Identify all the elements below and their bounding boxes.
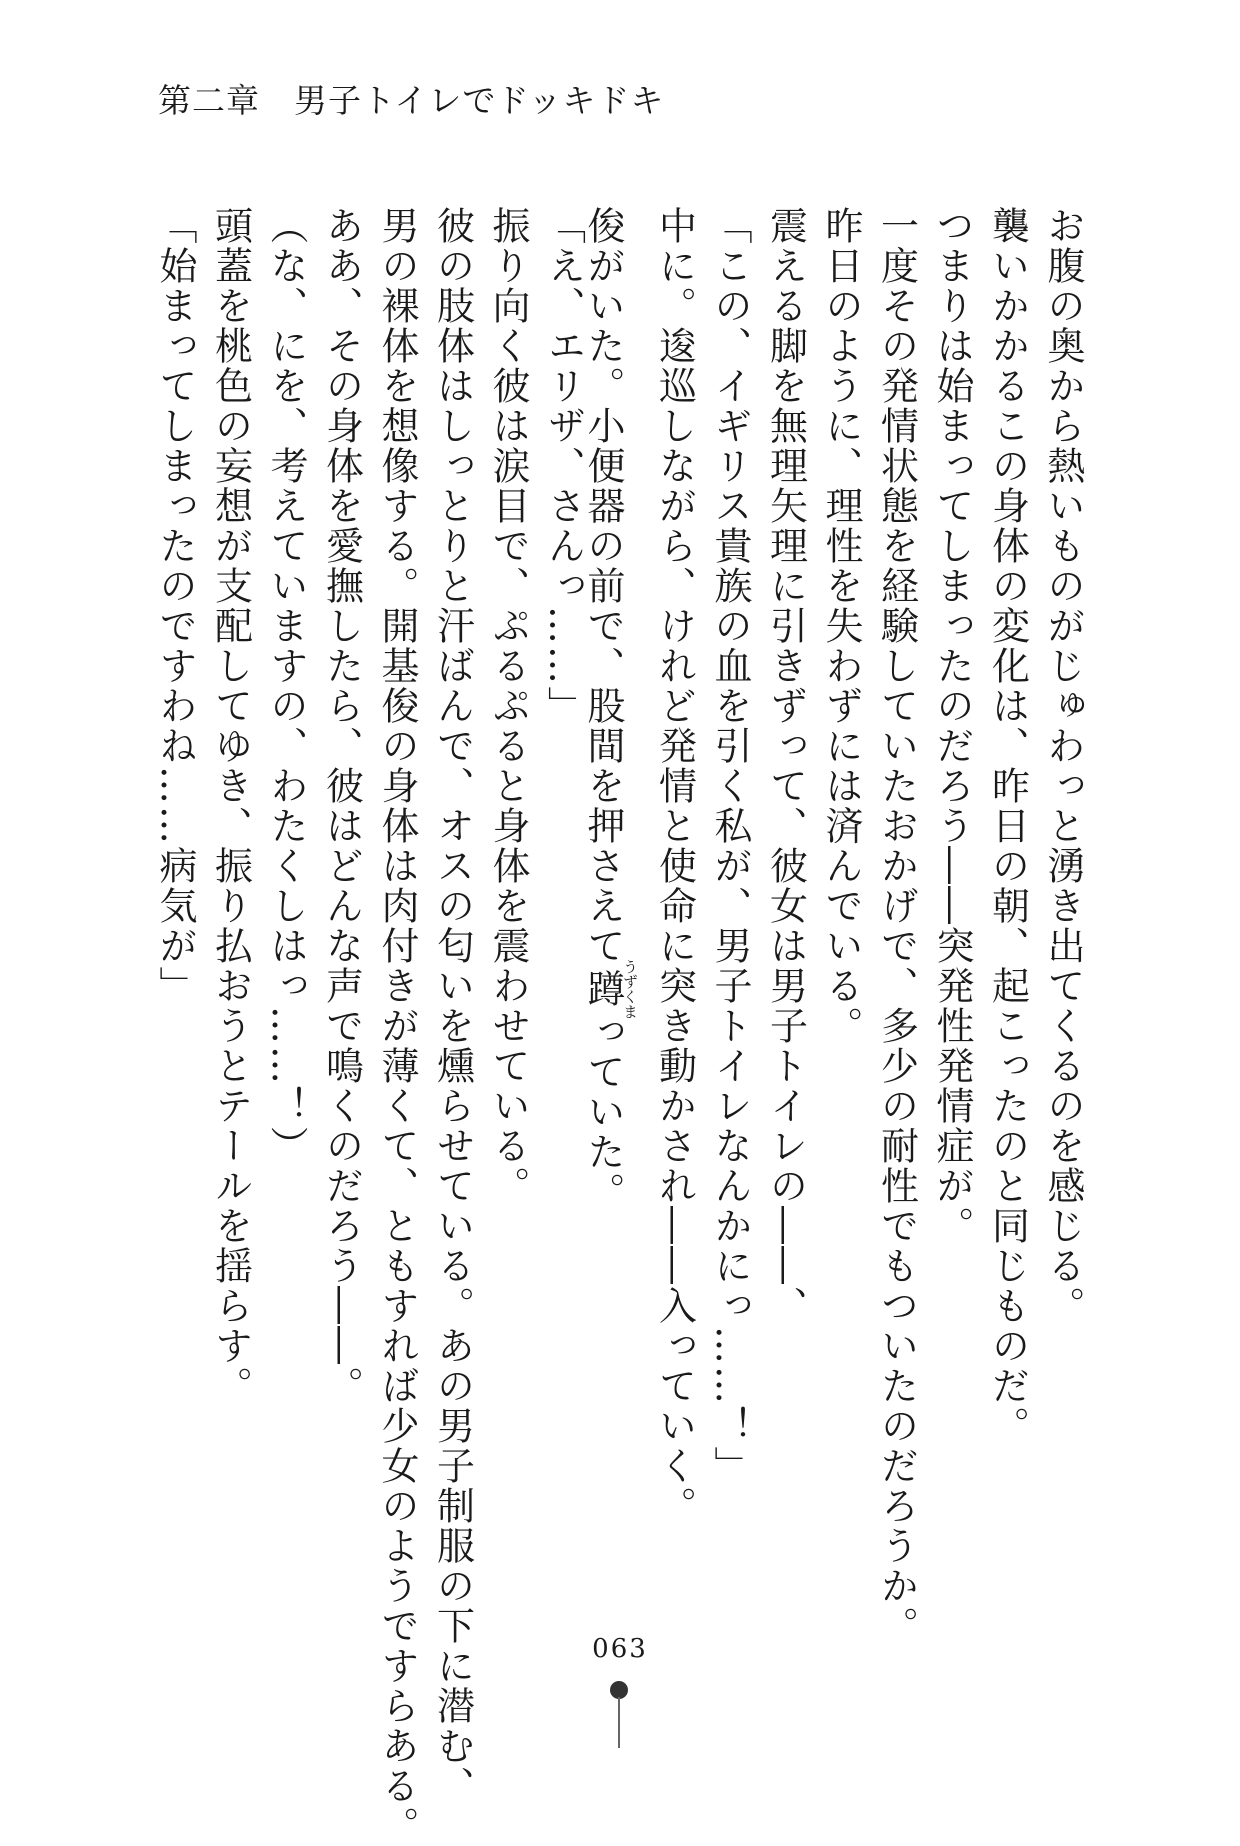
text-line-with-ruby [581,206,639,1606]
text-line: 「この、イギリス貴族の血を引く私が、男子トイレなんかにっ……！」 [708,206,752,1486]
text-line: 昨日のように、理性を失わずには済んでいる。 [819,206,863,1046]
folio-line-ornament [618,1697,620,1748]
ruby-annotation [581,959,639,1019]
running-head: 第二章 男子トイレでドッキドキ [158,81,665,120]
text-line: 振り向く彼は涙目で、ぷるぷると身体を震わせている。 [486,206,530,1206]
text-line: 一度その発情状態を経験していたおかげで、多少の耐性でもついたのだろうか。 [874,206,919,1646]
ruby-reading: うずくま [621,959,639,1019]
text-line: （な、にを、考えていますの、わたくしはっ……！） [264,206,308,1166]
text-line: 震える脚を無理矢理に引きずって、彼女は男子トイレの――、 [763,206,808,1326]
text-line-segment: っていた。 [581,1012,625,1212]
text-line: お腹の奥から熱いものがじゅわっと湧き出てくるのを感じる。 [1041,206,1085,1326]
text-line: 頭蓋を桃色の妄想が支配してゆき、振り払おうとテールを揺らす。 [208,206,253,1406]
text-line: 男の裸体を想像する。開基俊の身体は肉付きが薄くて、ともすれば少女のようですらある。 [375,206,419,1846]
page-number: 063 [592,1634,648,1664]
text-line: ああ、その身体を愛撫したら、彼はどんな声で鳴くのだろう――。 [319,206,364,1406]
text-line: 中に。逡巡しながら、けれど発情と使命に突き動かされ――入っていく。 [652,206,697,1526]
text-line: 「え、エリザ、さんっ……」 [541,206,586,726]
text-line: 「始まってしまったのですわね……病気が」 [153,206,197,1006]
text-line: 襲いかかるこの身体の変化は、昨日の朝、起こったのと同じものだ。 [985,206,1030,1446]
text-line: 彼の肢体はしっとりと汗ばんで、オスの匂いを燻らせている。あの男子制服の下に潜む、 [430,206,475,1806]
ruby-base: 蹲 [581,959,625,1019]
text-line-segment: 俊がいた。小便器の前で、股間を押さえて [581,206,625,966]
text-line: つまりは始まってしまったのだろう――突発性発情症が。 [930,206,974,1246]
